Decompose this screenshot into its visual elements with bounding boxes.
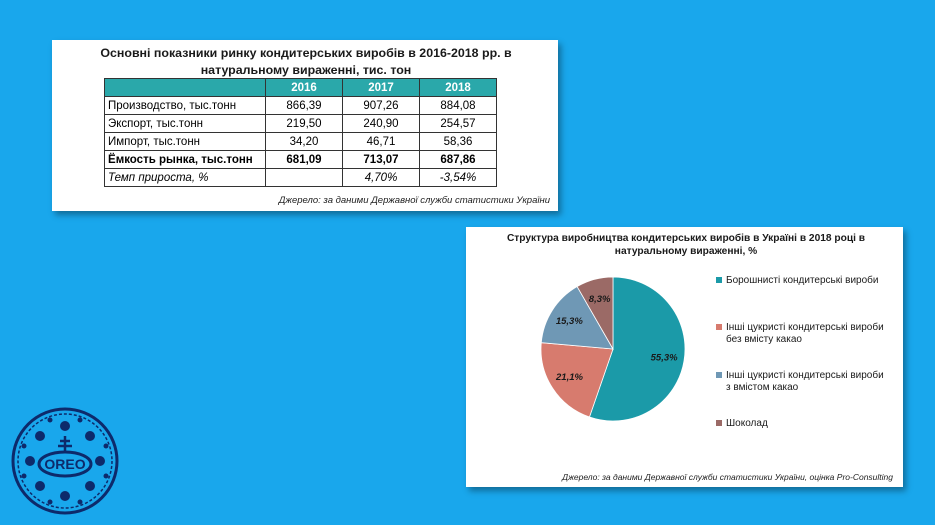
table-header-2017: 2017: [343, 79, 420, 97]
legend-label: Інші цукристі кондитерські вироби без вмісту какао: [726, 322, 884, 345]
cell-2018: 58,36: [420, 133, 497, 151]
legend-swatch: [716, 324, 722, 330]
table-row: [105, 97, 497, 115]
cell-2018: 254,57: [420, 115, 497, 133]
row-label: Ёмкость рынка, тыс.тонн: [105, 151, 266, 169]
row-label: Темп прироста, %: [105, 169, 266, 187]
cell-2016: [266, 169, 343, 187]
cell-2016: 34,20: [266, 133, 343, 151]
cell-2017: 4,70%: [343, 169, 420, 187]
cell-2017: 713,07: [343, 151, 420, 169]
cell-2017: 240,90: [343, 115, 420, 133]
table-row: [105, 151, 497, 169]
legend-label: Шоколад: [726, 418, 768, 429]
indicators-table: [104, 78, 497, 187]
indicators-table-card: [52, 40, 558, 211]
cell-2017: 907,26: [343, 97, 420, 115]
table-header-blank: [105, 79, 266, 97]
row-label: Импорт, тыс.тонн: [105, 133, 266, 151]
table-row: [105, 115, 497, 133]
cell-2017: 46,71: [343, 133, 420, 151]
table-source: Джерело: за даними Державної служби статистики України: [278, 195, 550, 206]
pie-data-label: 15,3%: [555, 316, 583, 328]
legend-label: Інші цукристі кондитерські вироби з вмістом какао: [726, 370, 884, 393]
row-label: Производство, тыс.тонн: [105, 97, 266, 115]
oreo-logo: [10, 406, 120, 516]
cell-2016: 219,50: [266, 115, 343, 133]
legend-label: Борошнисті кондитерські вироби: [726, 275, 879, 286]
cell-2016: 681,09: [266, 151, 343, 169]
pie-data-label: 21,1%: [556, 372, 583, 384]
table-title: Основні показники ринку кондитерських виробів в 2016-2018 рр. в натуральному вираженні, тис. тон: [100, 46, 512, 77]
table-header-2016: 2016: [266, 79, 343, 97]
row-label: Экспорт, тыс.тонн: [105, 115, 266, 133]
pie-chart: [466, 227, 903, 487]
logo-text: OREO: [44, 456, 86, 472]
cell-2018: 884,08: [420, 97, 497, 115]
pie-data-label: 8,3%: [588, 293, 611, 305]
legend-swatch: [716, 372, 722, 378]
cell-2018: 687,86: [420, 151, 497, 169]
table-header-2018: 2018: [420, 79, 497, 97]
cell-2018: -3,54%: [420, 169, 497, 187]
pie-data-label: 55,3%: [650, 352, 678, 364]
chart-source: Джерело: за даними Державної служби статистики України, оцінка Pro-Consulting: [562, 472, 893, 482]
cell-2016: 866,39: [266, 97, 343, 115]
legend-swatch: [716, 420, 722, 426]
chart-title: Структура виробництва кондитерських виробів в Україні в 2018 році в натуральному вираженні, %: [506, 233, 866, 257]
table-header-row: [105, 79, 497, 97]
table-row: [105, 133, 497, 151]
legend-swatch: [716, 277, 722, 283]
table-row: [105, 169, 497, 187]
logo-cross: [58, 436, 72, 452]
pie-chart-card: [466, 227, 903, 487]
